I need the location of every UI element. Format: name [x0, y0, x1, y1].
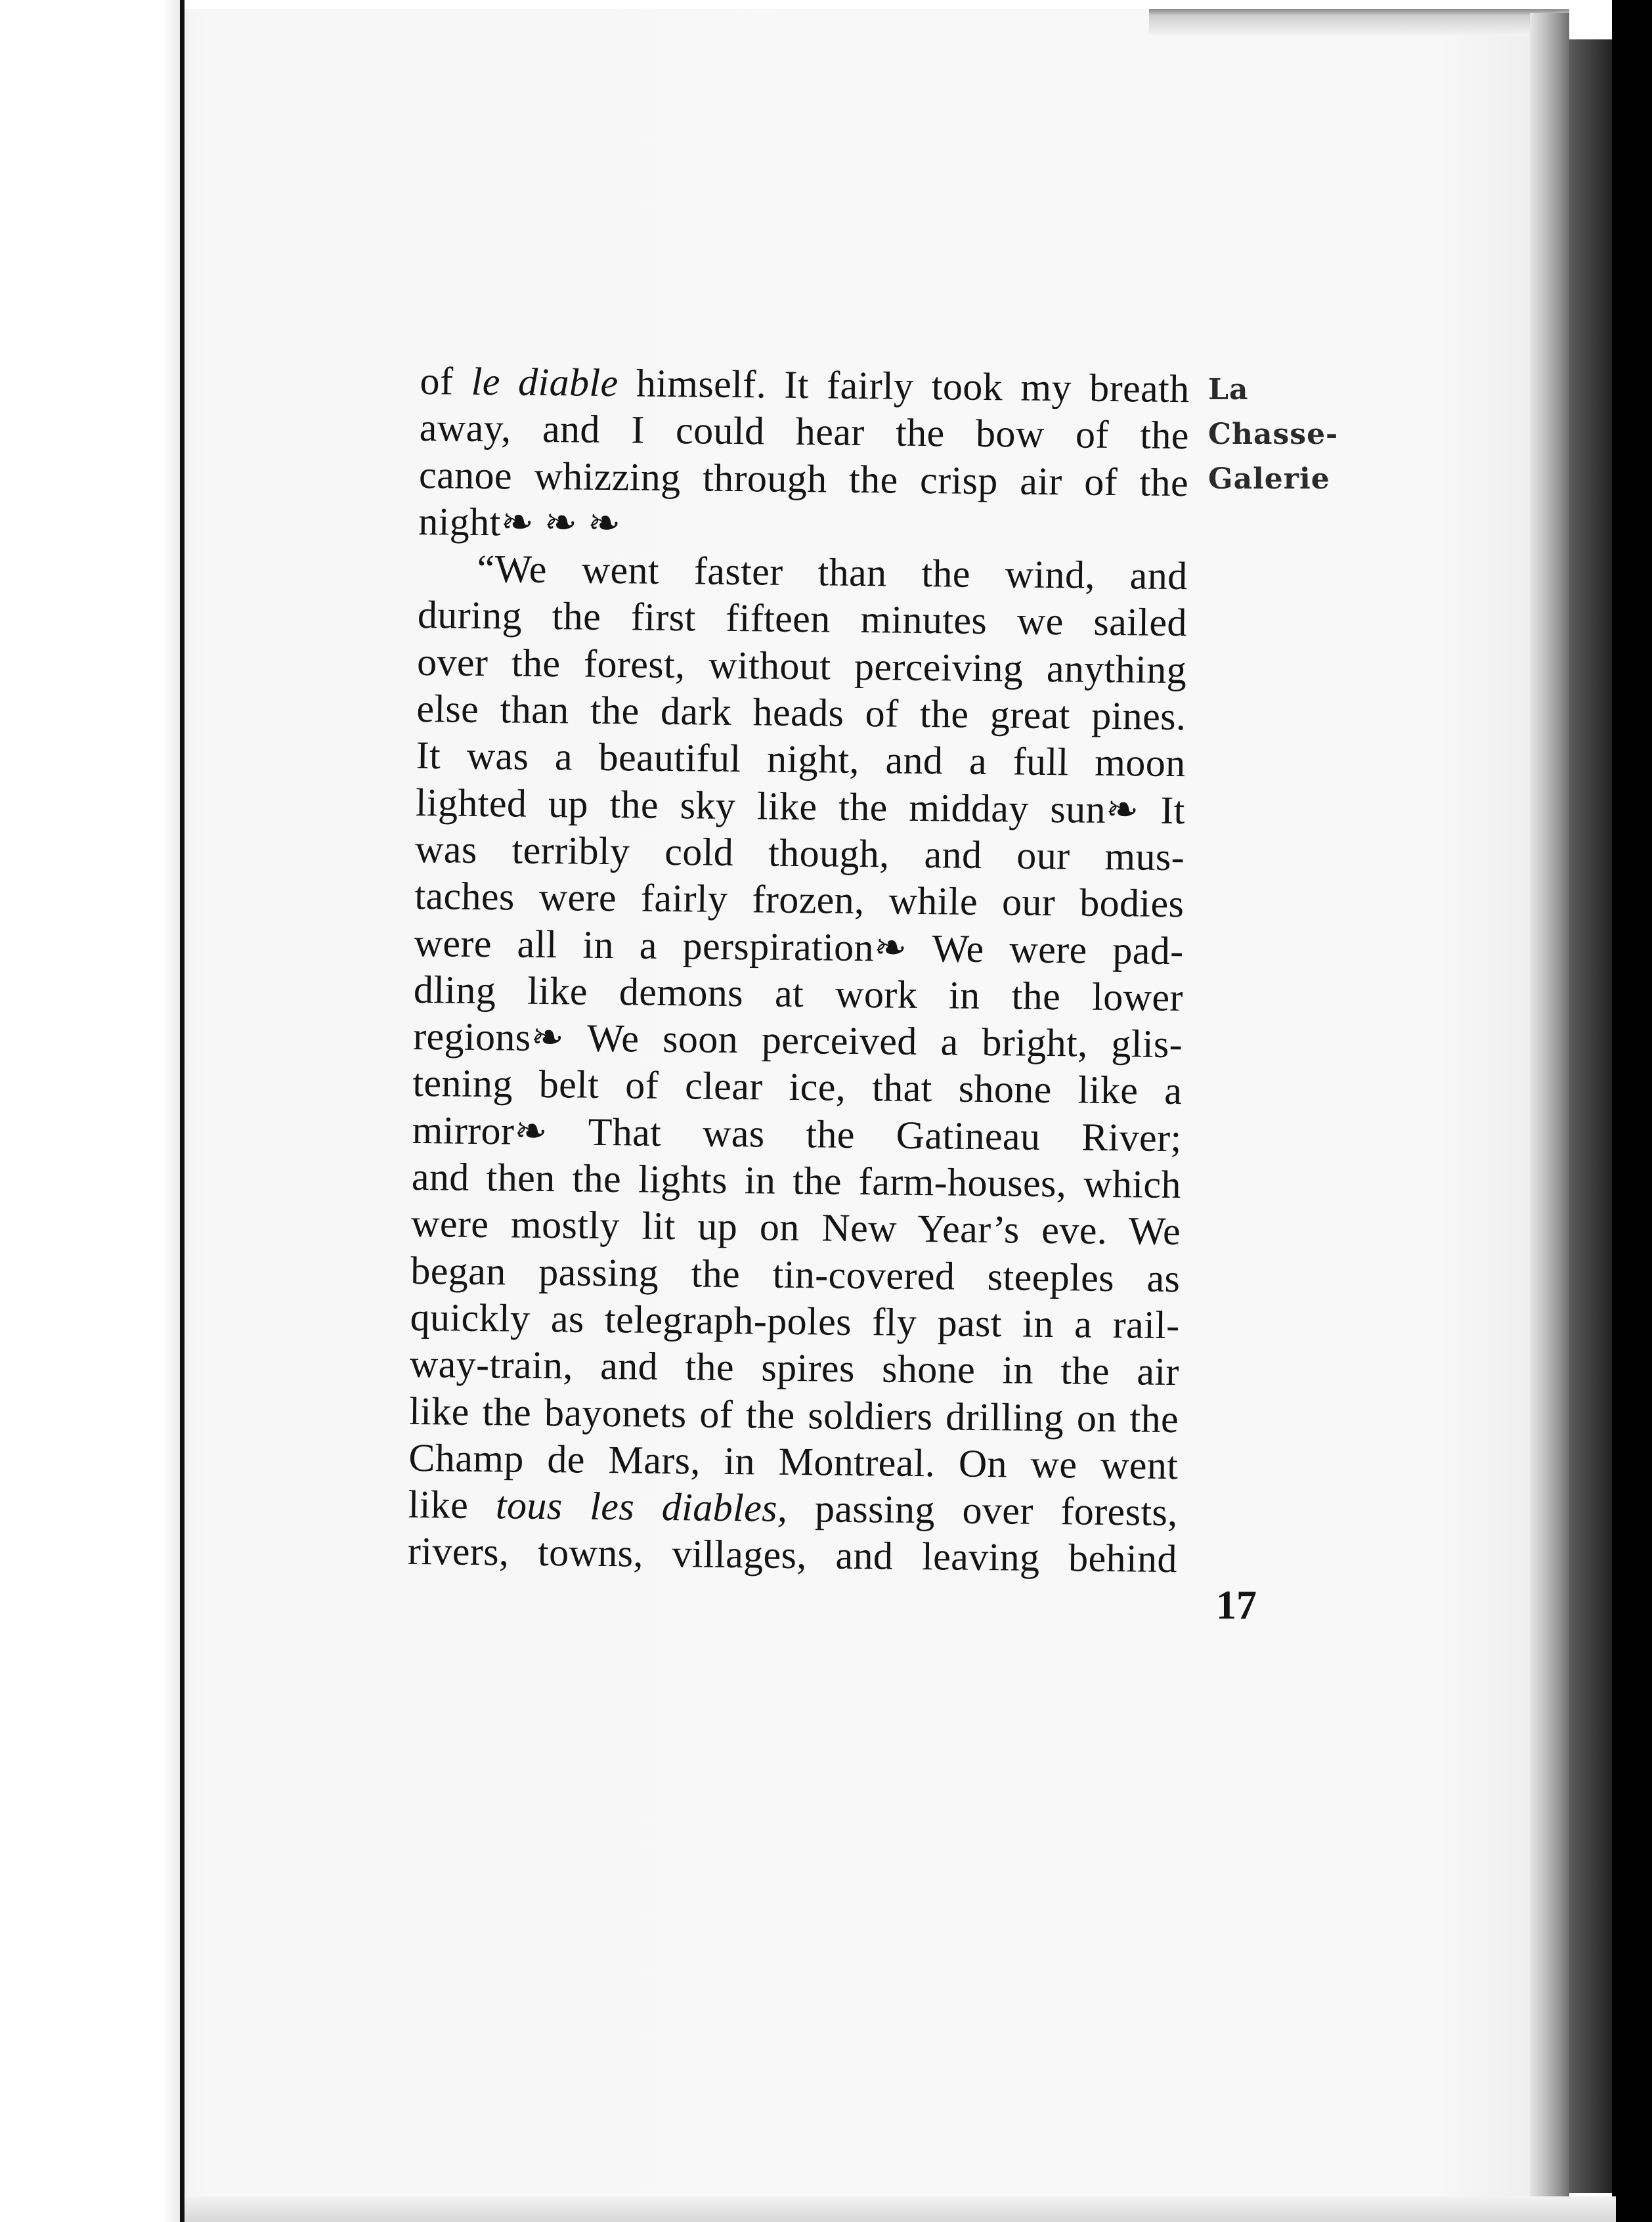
text-run: were all in a perspiration: [414, 921, 875, 969]
text-line: [408, 1481, 1178, 1536]
italic-phrase: tous les diables,: [495, 1483, 788, 1531]
body-text: [408, 358, 1190, 1583]
italic-phrase: le diable: [471, 359, 619, 405]
text-line: “We went faster than the wind, and: [477, 547, 1188, 598]
page-number: 17: [1216, 1583, 1257, 1628]
text-line: taches were fairly frozen, while our bodies: [414, 874, 1185, 926]
text-line: Champ de Mars, in Montreal. On we went: [408, 1435, 1179, 1488]
text-line: else than the dark heads of the great pines.: [416, 687, 1186, 739]
running-head-line: Chasse-: [1208, 418, 1339, 451]
gutter-line: [180, 0, 185, 2222]
text-line: like the bayonets of the soldiers drilling on the: [408, 1389, 1179, 1441]
text-line: rivers, towns, villages, and leaving behind: [407, 1529, 1178, 1581]
text-line: tening belt of clear ice, that shone like a: [412, 1061, 1183, 1113]
ornament-icon: ❧: [587, 501, 621, 546]
running-head-line: La: [1208, 373, 1249, 406]
text-run: That was the Gatineau River;: [547, 1109, 1182, 1160]
text-line: [413, 1013, 1183, 1068]
running-head-line: Galerie: [1208, 462, 1330, 496]
text-line: [420, 358, 1190, 413]
text-run: passing over forests,: [787, 1487, 1178, 1535]
running-head: [1208, 368, 1338, 502]
text-run: mirror: [412, 1108, 515, 1153]
text-line: over the forest, without perceiving anything: [416, 640, 1187, 692]
text-run: lighted up the sky like the midday sun: [415, 780, 1106, 831]
page-bottom-edge: [185, 2196, 1616, 2222]
text-run: We soon perceived a bright, glis-: [563, 1016, 1183, 1066]
text-run: of: [420, 359, 472, 403]
text-run: like: [408, 1483, 496, 1527]
scan-background: [1612, 0, 1652, 2222]
text-run: regions: [412, 1014, 531, 1059]
text-line: way-train, and the spires shone in the air: [409, 1342, 1180, 1394]
page-edge-shadow: [1569, 39, 1615, 2193]
ornament-icon: ❧: [500, 500, 534, 544]
facing-blank-page: [0, 0, 183, 2222]
text-line: canoe whizzing through the crisp air of the: [418, 452, 1189, 504]
text-run: himself. It fairly took my breath: [618, 361, 1190, 411]
ornament-icon: ❧: [514, 1109, 548, 1153]
text-line: were mostly lit up on New Year’s eve. We: [410, 1202, 1181, 1253]
text-line: [416, 779, 1186, 835]
text-line: away, and I could hear the bow of the: [419, 406, 1190, 458]
ornament-icon: ❧: [1105, 787, 1140, 832]
page-top-edge: [1149, 9, 1569, 35]
page-right-edge: [1530, 13, 1569, 2206]
text-line: and then the lights in the farm-houses, which: [411, 1154, 1182, 1207]
text-line: [412, 1107, 1182, 1162]
text-run: It: [1139, 788, 1186, 832]
text-line: began passing the tin-covered steeples as: [410, 1248, 1181, 1300]
text-line: [414, 920, 1184, 975]
gutter-shadow: [163, 0, 180, 2222]
text-line: quickly as telegraph-poles fly past in a rail-: [410, 1295, 1180, 1347]
ornament-icon: ❧: [531, 1015, 565, 1060]
text-run: We were pad-: [907, 926, 1184, 972]
text-line: [418, 498, 1188, 554]
text-run: night: [418, 499, 502, 544]
text-line: dling like demons at work in the lower: [413, 967, 1184, 1020]
ornament-icon: ❧: [544, 500, 578, 545]
text-line: during the first fifteen minutes we sailed: [417, 593, 1188, 645]
ornament-icon: ❧: [873, 925, 908, 970]
text-line: was terribly cold though, and our mus-: [414, 827, 1185, 879]
text-line: It was a beautiful night, and a full moon: [416, 733, 1186, 785]
